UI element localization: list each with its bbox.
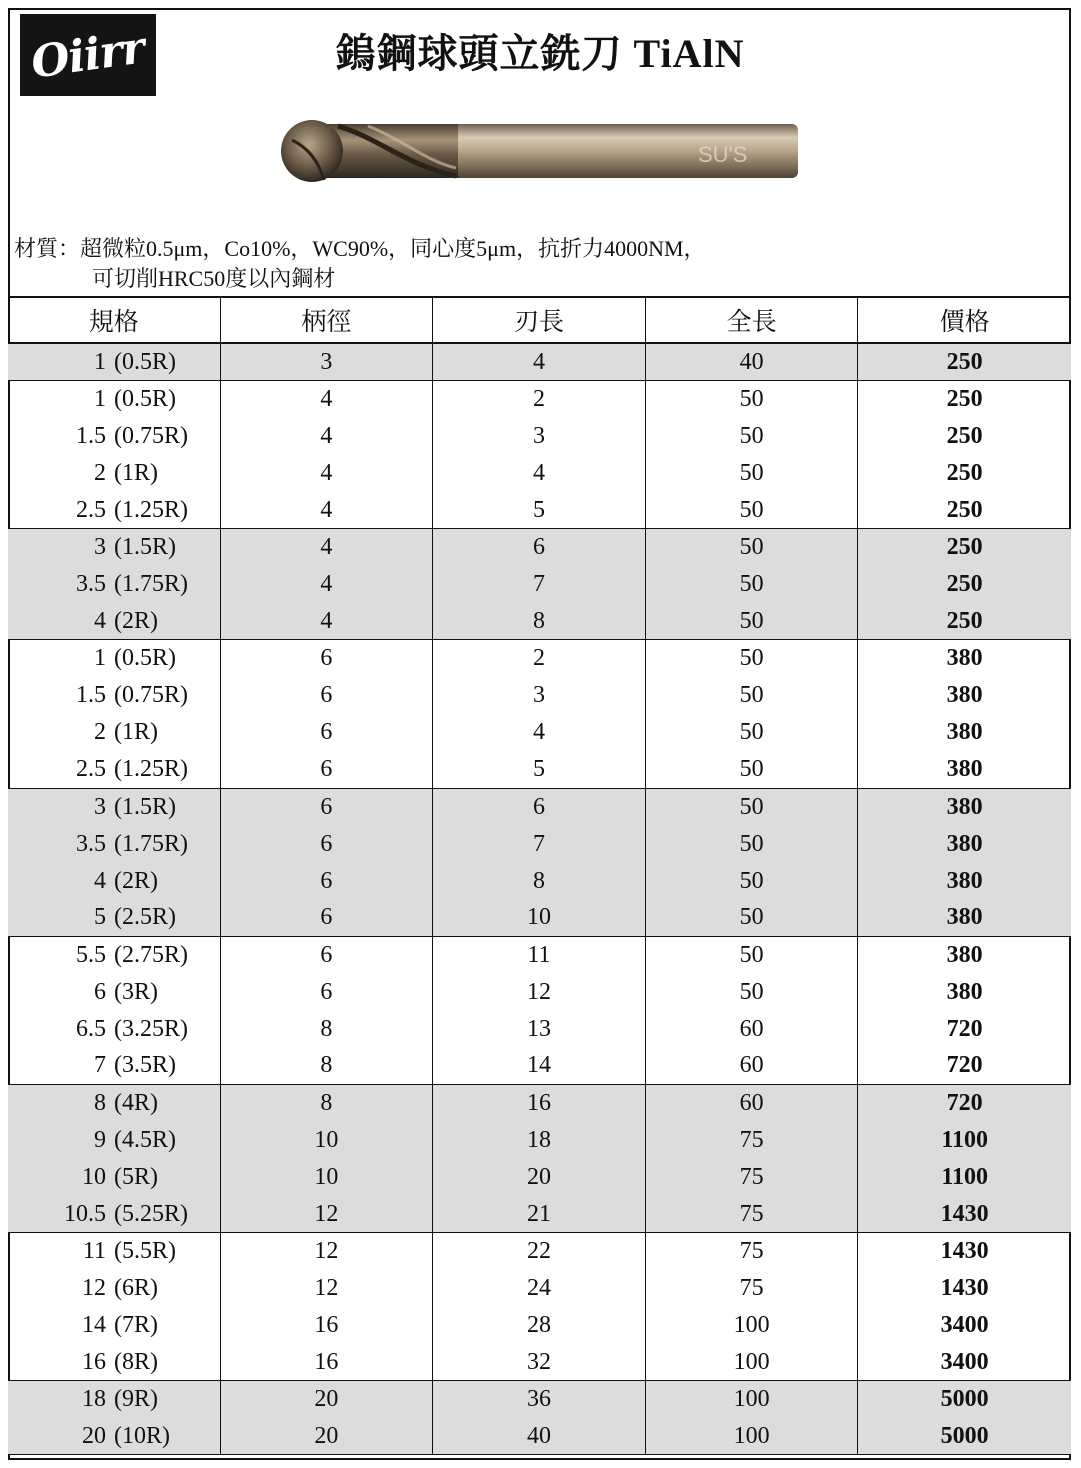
cell-price: 3400 xyxy=(940,1312,989,1339)
table-row xyxy=(8,344,1071,381)
radius-value: (5R) xyxy=(114,1164,158,1191)
cell-flute-length: 16 xyxy=(433,1085,646,1122)
cell-flute-length: 11 xyxy=(433,937,646,974)
radius-value: (4.5R) xyxy=(114,1127,176,1153)
size-value: 9 xyxy=(94,1127,106,1153)
cell-flute-length: 32 xyxy=(433,1344,646,1380)
size-value: 1.5 xyxy=(76,423,106,450)
radius-value: (1.75R) xyxy=(114,571,188,598)
cell-overall-length: 60 xyxy=(646,1085,859,1122)
radius-value: (2R) xyxy=(114,607,158,634)
table-row xyxy=(8,900,1071,937)
cell-flute-length: 8 xyxy=(433,603,646,639)
cell-size xyxy=(8,1307,221,1344)
cell-shank: 8 xyxy=(221,1048,434,1084)
size-value: 20 xyxy=(82,1422,106,1449)
table-row xyxy=(8,1122,1071,1159)
cell-price: 5000 xyxy=(940,1386,989,1413)
cell-overall-length: 50 xyxy=(646,529,859,566)
cell-price: 380 xyxy=(946,756,983,783)
cell-flute-length: 5 xyxy=(433,752,646,788)
radius-value: (1.25R) xyxy=(114,756,188,783)
table-row xyxy=(8,752,1071,789)
page-title: 鎢鋼球頭立銑刀 TiAlN xyxy=(335,31,745,76)
cell-size xyxy=(8,603,221,639)
radius-value: (1.25R) xyxy=(114,496,188,523)
cell-shank: 6 xyxy=(221,640,434,677)
cell-shank: 20 xyxy=(221,1381,434,1418)
cell-overall-length: 50 xyxy=(646,789,859,826)
ball-end-mill-image xyxy=(278,118,804,184)
table-row xyxy=(8,640,1071,677)
cell-shank: 10 xyxy=(221,1159,434,1196)
cell-shank: 6 xyxy=(221,900,434,936)
cell-price: 250 xyxy=(946,460,983,487)
cell-overall-length: 50 xyxy=(646,974,859,1011)
size-value: 4 xyxy=(94,867,106,894)
material-spec xyxy=(14,234,706,294)
radius-value: (0.75R) xyxy=(114,682,188,709)
cell-price: 250 xyxy=(946,348,983,375)
cell-shank: 12 xyxy=(221,1233,434,1270)
table-row xyxy=(8,789,1071,826)
cell-shank: 4 xyxy=(221,418,434,455)
material-line-2: 可切削HRC50度以內鋼材 xyxy=(92,266,336,291)
cell-price: 380 xyxy=(946,867,983,894)
table-row xyxy=(8,529,1071,566)
size-value: 6 xyxy=(94,978,106,1005)
cell-overall-length: 50 xyxy=(646,566,859,603)
size-value: 5 xyxy=(94,904,106,931)
cell-overall-length: 50 xyxy=(646,640,859,677)
brand-logo xyxy=(20,14,156,96)
cell-size xyxy=(8,863,221,900)
cell-shank: 16 xyxy=(221,1307,434,1344)
cell-flute-length: 14 xyxy=(433,1048,646,1084)
size-value: 4 xyxy=(94,607,106,634)
table-row xyxy=(8,492,1071,529)
cell-flute-length: 40 xyxy=(433,1418,646,1454)
cell-flute-length: 21 xyxy=(433,1196,646,1232)
size-value: 3.5 xyxy=(76,571,106,598)
header-price: 價格 xyxy=(939,309,990,336)
cell-overall-length: 50 xyxy=(646,900,859,936)
cell-price: 380 xyxy=(946,719,983,746)
cell-overall-length: 50 xyxy=(646,752,859,788)
size-value: 3 xyxy=(94,793,106,820)
cell-size xyxy=(8,1233,221,1270)
cell-flute-length: 28 xyxy=(433,1307,646,1344)
table-row xyxy=(8,1381,1071,1418)
radius-value: (0.5R) xyxy=(114,386,176,413)
cell-flute-length: 4 xyxy=(433,344,646,380)
radius-value: (7R) xyxy=(114,1312,158,1339)
cell-overall-length: 75 xyxy=(646,1122,859,1159)
cell-shank: 4 xyxy=(221,529,434,566)
cell-price: 250 xyxy=(946,607,983,634)
table-row xyxy=(8,603,1071,640)
cell-overall-length: 50 xyxy=(646,381,859,418)
cell-flute-length: 5 xyxy=(433,492,646,528)
cell-price: 1100 xyxy=(941,1127,989,1153)
material-line-1: 材質：超微粒0.5μm，Co10%，WC90%，同心度5μm，抗折力4000NM， xyxy=(14,236,706,261)
size-value: 5.5 xyxy=(76,941,106,968)
table-row xyxy=(8,1307,1071,1344)
cell-flute-length: 3 xyxy=(433,677,646,714)
cell-price: 380 xyxy=(946,904,983,931)
cell-size xyxy=(8,1048,221,1084)
cell-flute-length: 7 xyxy=(433,826,646,863)
radius-value: (2R) xyxy=(114,867,158,894)
cell-flute-length: 22 xyxy=(433,1233,646,1270)
size-value: 14 xyxy=(82,1312,106,1339)
table-row xyxy=(8,1344,1071,1381)
cell-overall-length: 50 xyxy=(646,603,859,639)
cell-flute-length: 24 xyxy=(433,1270,646,1307)
cell-size xyxy=(8,381,221,418)
radius-value: (9R) xyxy=(114,1386,158,1413)
cell-overall-length: 50 xyxy=(646,418,859,455)
cell-overall-length: 50 xyxy=(646,677,859,714)
size-value: 1 xyxy=(94,386,106,413)
cell-size xyxy=(8,900,221,936)
table-row xyxy=(8,714,1071,751)
size-value: 16 xyxy=(82,1348,106,1375)
cell-overall-length: 75 xyxy=(646,1159,859,1196)
radius-value: (8R) xyxy=(114,1348,158,1375)
table-row xyxy=(8,1085,1071,1122)
cell-overall-length: 100 xyxy=(646,1307,859,1344)
size-value: 2 xyxy=(94,460,106,487)
cell-size xyxy=(8,826,221,863)
table-row xyxy=(8,863,1071,900)
cell-flute-length: 7 xyxy=(433,566,646,603)
size-value: 8 xyxy=(94,1089,106,1116)
cell-size xyxy=(8,1270,221,1307)
cell-size xyxy=(8,937,221,974)
cell-overall-length: 60 xyxy=(646,1011,859,1048)
cell-flute-length: 2 xyxy=(433,381,646,418)
cell-price: 720 xyxy=(946,1089,983,1116)
cell-size xyxy=(8,1196,221,1232)
cell-size xyxy=(8,1011,221,1048)
cell-overall-length: 50 xyxy=(646,937,859,974)
radius-value: (10R) xyxy=(114,1422,170,1449)
cell-flute-length: 3 xyxy=(433,418,646,455)
cell-size xyxy=(8,1381,221,1418)
size-value: 18 xyxy=(82,1386,106,1413)
size-value: 6.5 xyxy=(76,1015,106,1042)
cell-shank: 4 xyxy=(221,492,434,528)
table-row xyxy=(8,1159,1071,1196)
radius-value: (2.5R) xyxy=(114,904,176,931)
cell-price: 1430 xyxy=(940,1275,989,1302)
cell-shank: 6 xyxy=(221,937,434,974)
table-row xyxy=(8,974,1071,1011)
cell-overall-length: 50 xyxy=(646,863,859,900)
radius-value: (2.75R) xyxy=(114,941,188,968)
size-value: 2 xyxy=(94,719,106,746)
size-value: 11 xyxy=(82,1238,106,1265)
cell-overall-length: 100 xyxy=(646,1381,859,1418)
cell-shank: 6 xyxy=(221,789,434,826)
header-flute-length: 刃長 xyxy=(433,298,646,342)
cell-price: 720 xyxy=(946,1015,983,1042)
table-row xyxy=(8,1270,1071,1307)
cell-shank: 20 xyxy=(221,1418,434,1454)
cell-price: 720 xyxy=(946,1052,983,1079)
radius-value: (1.5R) xyxy=(114,534,176,561)
cell-shank: 6 xyxy=(221,974,434,1011)
cell-size xyxy=(8,677,221,714)
cell-price: 1430 xyxy=(940,1200,989,1227)
cell-size xyxy=(8,640,221,677)
cell-size xyxy=(8,1085,221,1122)
cell-price: 380 xyxy=(946,645,983,672)
table-row xyxy=(8,418,1071,455)
cell-overall-length: 75 xyxy=(646,1233,859,1270)
radius-value: (5.5R) xyxy=(114,1238,176,1265)
cell-price: 380 xyxy=(946,793,983,820)
cell-flute-length: 13 xyxy=(433,1011,646,1048)
radius-value: (3R) xyxy=(114,978,158,1005)
cell-price: 380 xyxy=(946,830,983,857)
brand-logo-text: Oiirr xyxy=(28,21,148,89)
cell-price: 3400 xyxy=(940,1348,989,1375)
cell-size xyxy=(8,529,221,566)
cell-size xyxy=(8,492,221,528)
cell-shank: 3 xyxy=(221,344,434,380)
size-value: 10.5 xyxy=(64,1200,106,1227)
cell-shank: 6 xyxy=(221,826,434,863)
cell-flute-length: 4 xyxy=(433,714,646,751)
cell-size xyxy=(8,1344,221,1380)
cell-shank: 4 xyxy=(221,381,434,418)
size-value: 10 xyxy=(82,1164,106,1191)
table-row xyxy=(8,455,1071,492)
cell-shank: 6 xyxy=(221,677,434,714)
size-value: 2.5 xyxy=(76,756,106,783)
cell-overall-length: 50 xyxy=(646,714,859,751)
cell-shank: 12 xyxy=(221,1196,434,1232)
cell-flute-length: 12 xyxy=(433,974,646,1011)
radius-value: (5.25R) xyxy=(114,1200,188,1227)
cell-price: 250 xyxy=(946,571,983,598)
cell-size xyxy=(8,418,221,455)
cell-flute-length: 6 xyxy=(433,529,646,566)
radius-value: (4R) xyxy=(114,1089,158,1116)
cell-shank: 4 xyxy=(221,603,434,639)
cell-flute-length: 10 xyxy=(433,900,646,936)
cell-shank: 6 xyxy=(221,752,434,788)
cell-price: 1430 xyxy=(940,1238,989,1265)
cell-price: 250 xyxy=(946,534,983,561)
size-value: 3.5 xyxy=(76,830,106,857)
table-row xyxy=(8,1011,1071,1048)
cell-shank: 12 xyxy=(221,1270,434,1307)
header-size: 規格 xyxy=(8,298,221,342)
radius-value: (1R) xyxy=(114,719,158,746)
cell-size xyxy=(8,1159,221,1196)
header-shank: 柄徑 xyxy=(221,298,434,342)
tool-ball-tip xyxy=(281,120,343,182)
cell-size xyxy=(8,714,221,751)
table-row xyxy=(8,1196,1071,1233)
cell-shank: 10 xyxy=(221,1122,434,1159)
size-value: 1.5 xyxy=(76,682,106,709)
size-value: 1 xyxy=(94,348,106,375)
radius-value: (1R) xyxy=(114,460,158,487)
header-overall-length: 全長 xyxy=(646,298,859,342)
cell-overall-length: 75 xyxy=(646,1196,859,1232)
cell-size xyxy=(8,1418,221,1454)
table-row xyxy=(8,937,1071,974)
table-row xyxy=(8,1233,1071,1270)
size-value: 7 xyxy=(94,1052,106,1079)
cell-flute-length: 18 xyxy=(433,1122,646,1159)
cell-overall-length: 50 xyxy=(646,826,859,863)
cell-size xyxy=(8,455,221,492)
cell-price: 250 xyxy=(946,496,983,523)
cell-overall-length: 75 xyxy=(646,1270,859,1307)
cell-flute-length: 20 xyxy=(433,1159,646,1196)
cell-size xyxy=(8,974,221,1011)
radius-value: (3.5R) xyxy=(114,1052,176,1079)
cell-shank: 8 xyxy=(221,1085,434,1122)
radius-value: (0.75R) xyxy=(114,423,188,450)
size-value: 12 xyxy=(82,1275,106,1302)
cell-overall-length: 100 xyxy=(646,1344,859,1380)
cell-overall-length: 60 xyxy=(646,1048,859,1084)
cell-size xyxy=(8,789,221,826)
size-value: 1 xyxy=(94,645,106,672)
radius-value: (1.5R) xyxy=(114,793,176,820)
cell-shank: 6 xyxy=(221,714,434,751)
cell-size xyxy=(8,566,221,603)
cell-flute-length: 2 xyxy=(433,640,646,677)
cell-overall-length: 50 xyxy=(646,455,859,492)
cell-shank: 4 xyxy=(221,455,434,492)
cell-size xyxy=(8,752,221,788)
cell-flute-length: 4 xyxy=(433,455,646,492)
radius-value: (3.25R) xyxy=(114,1015,188,1042)
cell-price: 1100 xyxy=(941,1164,989,1191)
tool-engraving: SU'S xyxy=(698,142,748,167)
cell-price: 250 xyxy=(946,386,983,413)
radius-value: (0.5R) xyxy=(114,645,176,672)
table-body xyxy=(8,344,1071,1455)
cell-price: 380 xyxy=(946,682,983,709)
radius-value: (6R) xyxy=(114,1275,158,1302)
cell-size xyxy=(8,344,221,380)
table-row xyxy=(8,1418,1071,1455)
price-table xyxy=(8,296,1071,1455)
cell-price: 250 xyxy=(946,423,983,450)
cell-price: 380 xyxy=(946,978,983,1005)
radius-value: (0.5R) xyxy=(114,348,176,375)
cell-price: 380 xyxy=(946,941,983,968)
table-row xyxy=(8,826,1071,863)
table-header-row xyxy=(8,296,1071,344)
table-row xyxy=(8,1048,1071,1085)
cell-flute-length: 36 xyxy=(433,1381,646,1418)
size-value: 2.5 xyxy=(76,496,106,523)
cell-shank: 8 xyxy=(221,1011,434,1048)
radius-value: (1.75R) xyxy=(114,830,188,857)
cell-shank: 4 xyxy=(221,566,434,603)
cell-price: 5000 xyxy=(940,1422,989,1449)
cell-overall-length: 50 xyxy=(646,492,859,528)
cell-overall-length: 100 xyxy=(646,1418,859,1454)
cell-flute-length: 6 xyxy=(433,789,646,826)
cell-flute-length: 8 xyxy=(433,863,646,900)
cell-size xyxy=(8,1122,221,1159)
size-value: 3 xyxy=(94,534,106,561)
cell-overall-length: 40 xyxy=(646,344,859,380)
table-row xyxy=(8,566,1071,603)
table-row xyxy=(8,677,1071,714)
cell-shank: 16 xyxy=(221,1344,434,1380)
table-row xyxy=(8,381,1071,418)
cell-shank: 6 xyxy=(221,863,434,900)
